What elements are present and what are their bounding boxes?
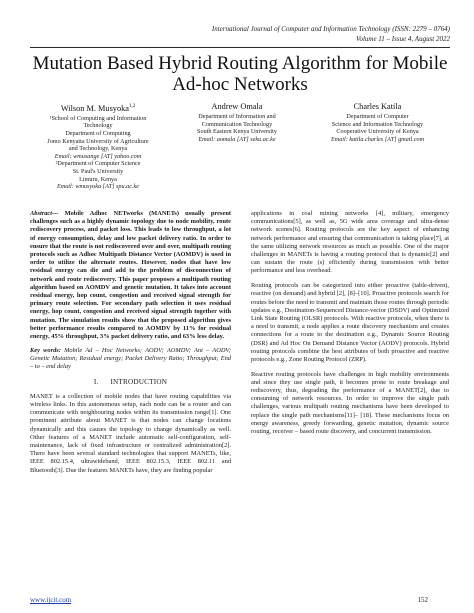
author-name: Wilson M. Musyoka$^{1,2}$ [60, 103, 136, 113]
section-heading [30, 377, 231, 387]
footer-link[interactable]: www.ijcit.com [30, 596, 72, 604]
title-line-1: Mutation Based Hybrid Routing Algorithm for Mobile [32, 53, 448, 74]
affiliation-line: Department of Computer [346, 113, 409, 120]
abstract-text: Mobile Adhoc NETworks (MANETs) usually present challenges such as a highly dynamic topology due to node mobility, route rediscovery process, and packet loss. This leads to low throughput, a lot of energy consumption, delay and low packet delivery ratio. In order to ensure that the route is not rediscovered over and over, multipath routing protocols such as Adhoc Multipath Distance Vector (AOMDV) is used in order to utilize the alternate routes. However, nodes that have low residual energy can die and add to the problem of disconnection of network and route rediscovery. This paper proposes a multipath routing algorithm based on AOMDV and genetic mutation. It takes into account residual energy, hop count, congestion and received signal strength for primary route selection. For secondary path selection it uses residual energy, hop count, congestion and received signal strength together with mutation. The simulation results show that the proposed algorithm gives better performance results compared to AOMDV by 11% for residual energy, 45% throughput, 3% packet delivery ratio, and 63% less delay. [30, 210, 231, 341]
author-superscript: 1,2 [128, 104, 136, 109]
title-line-2: Ad-hoc Networks [172, 74, 308, 95]
author-email: Email: wmusange [AT] yahoo.com [54, 152, 142, 160]
body-paragraph: MANET is a collection of mobile nodes that have routing capabilities via wireless links. In this autonomous setup, each node can be a router and can communicate with neighbouring nodes within its transmission range[1]. One prominent attribute about MANET is that nodes can change locations dynamically and this causes the topology to change dynamically as well. Other features of a MANET include automatic self-configuration, self-maintenance, lack of fixed infrastructure or centralized administration[2]. There have been several standard technologies that support MANETs, like, IEEE 802.15.4, ultrawideband, IEEE 802.15.3, IEEE 802.11 and Bluetooth[3]. Due the features MANETs have, they are finding popular [30, 392, 231, 474]
affiliation-line: St. Paul's University [72, 167, 124, 175]
right-column [251, 210, 449, 443]
affiliation-line: Jomo Kenyatta University of Agriculture [47, 137, 149, 145]
affiliation-line: Communication Technology [201, 120, 273, 128]
affiliation-line: Department of Computing [65, 129, 131, 137]
affiliation-line: ¹School of Computing and Information [49, 114, 147, 122]
body-paragraph: Routing protocols can be categorized into either proactive (table-driven), reactive (on demand) and hybrid [2], [8]–[10]. Proactive protocols search for routes before the need to transmit and maintain those routes through periodic updates e.g., Destination-Sequenced Distance-vector (DSDV) and Optimized Link State Routing (OLSR) protocols. With reactive protocols, when there is a need to transmit, a node applies a route discovery mechanism and creates connections for a route to the destination e.g., Dynamic Source Routing (DSR) and Ad Hoc On Demand Distance Vector (AODV) protocols. Hybrid routing protocols combine the best attributes of both proactive and reactive protocols e.g., Zone Routing Protocol (ZRP). [251, 282, 449, 363]
keywords-text: Mobile Ad – Hoc Networks; AODV; AOMDV; Ant – AODV; Genetic Mutation; Residual energy; Packet Delivery Ratio; Throughput; End – to – end delay [30, 346, 231, 371]
affiliation-line: Technology [83, 122, 113, 130]
abstract-lead: Abstract--- [30, 210, 59, 217]
section-number: I. [93, 377, 99, 386]
author-1 [28, 102, 168, 191]
affiliation-line: Cooperative University of Kenya [336, 128, 419, 136]
author-email: Email: wmusyoka [AT] spu.ac.ke [56, 183, 140, 191]
affiliation-line: Department of Information and [198, 113, 276, 120]
body-paragraph: Reactive routing protocols have challenges in high mobility environments and since they use single path, it becomes prone to route breakage and rediscovery, thus, degrading the performance of a MANET[2], due to consuming of network resources. In order to improve the single path challenges, various multipath routing mechanisms have been developed to replace the single path mechanisms[11]– [18]. These mechanisms focus on energy awareness, greedy forwarding, genetic mutation, dynamic source routing, receiver – based route discovery, and concurrent transmission. [251, 370, 449, 436]
abstract [30, 210, 231, 341]
journal-name: International Journal of Computer and Information Technology (ISSN: 2279 – 0764) [211, 25, 450, 33]
author-email: Email: aomala [AT] seku.ac.ke [198, 135, 276, 143]
section-title: INTRODUCTION [110, 377, 168, 386]
header-rule [30, 47, 450, 48]
affiliation-line: Science and Information Technology [331, 120, 424, 128]
author-3 [305, 102, 450, 143]
author-name: Charles Katila [353, 102, 402, 111]
author-email: Email: katila.charles [AT] gmail.com [330, 135, 425, 143]
affiliation-line: ²Department of Computer Science [55, 160, 141, 168]
left-column [30, 210, 231, 480]
affiliation-line: and Technology, Kenya [68, 145, 128, 153]
body-paragraph: applications in coal mining networks [4], military, emergency communications[5], as well as, 5G wide area coverage and ultra-dense network scenes[6]. Routing protocols are the key aspect of enhancing network performance and ensuring that communication is taking place[7], at the same utilizing network resources as much as possible. One of the major challenges in MANETs is having a routing protocol that is dynamic[2] and can sustain the route (s) efficiently during transmission with better performance and less overhead. [251, 210, 449, 275]
paper-title [30, 53, 450, 95]
affiliation-line: Limuru, Kenya [79, 175, 117, 183]
affiliation-line: South Eastern Kenya University [197, 128, 277, 136]
page-number: 152 [417, 596, 428, 604]
journal-header [130, 25, 450, 44]
keywords-lead: Key words: [30, 346, 61, 354]
keywords [30, 347, 231, 372]
author-2 [167, 102, 307, 143]
author-name: Andrew Omala [211, 102, 263, 111]
journal-issue: Volume 11 – Issue 4, August 2022 [355, 34, 450, 43]
